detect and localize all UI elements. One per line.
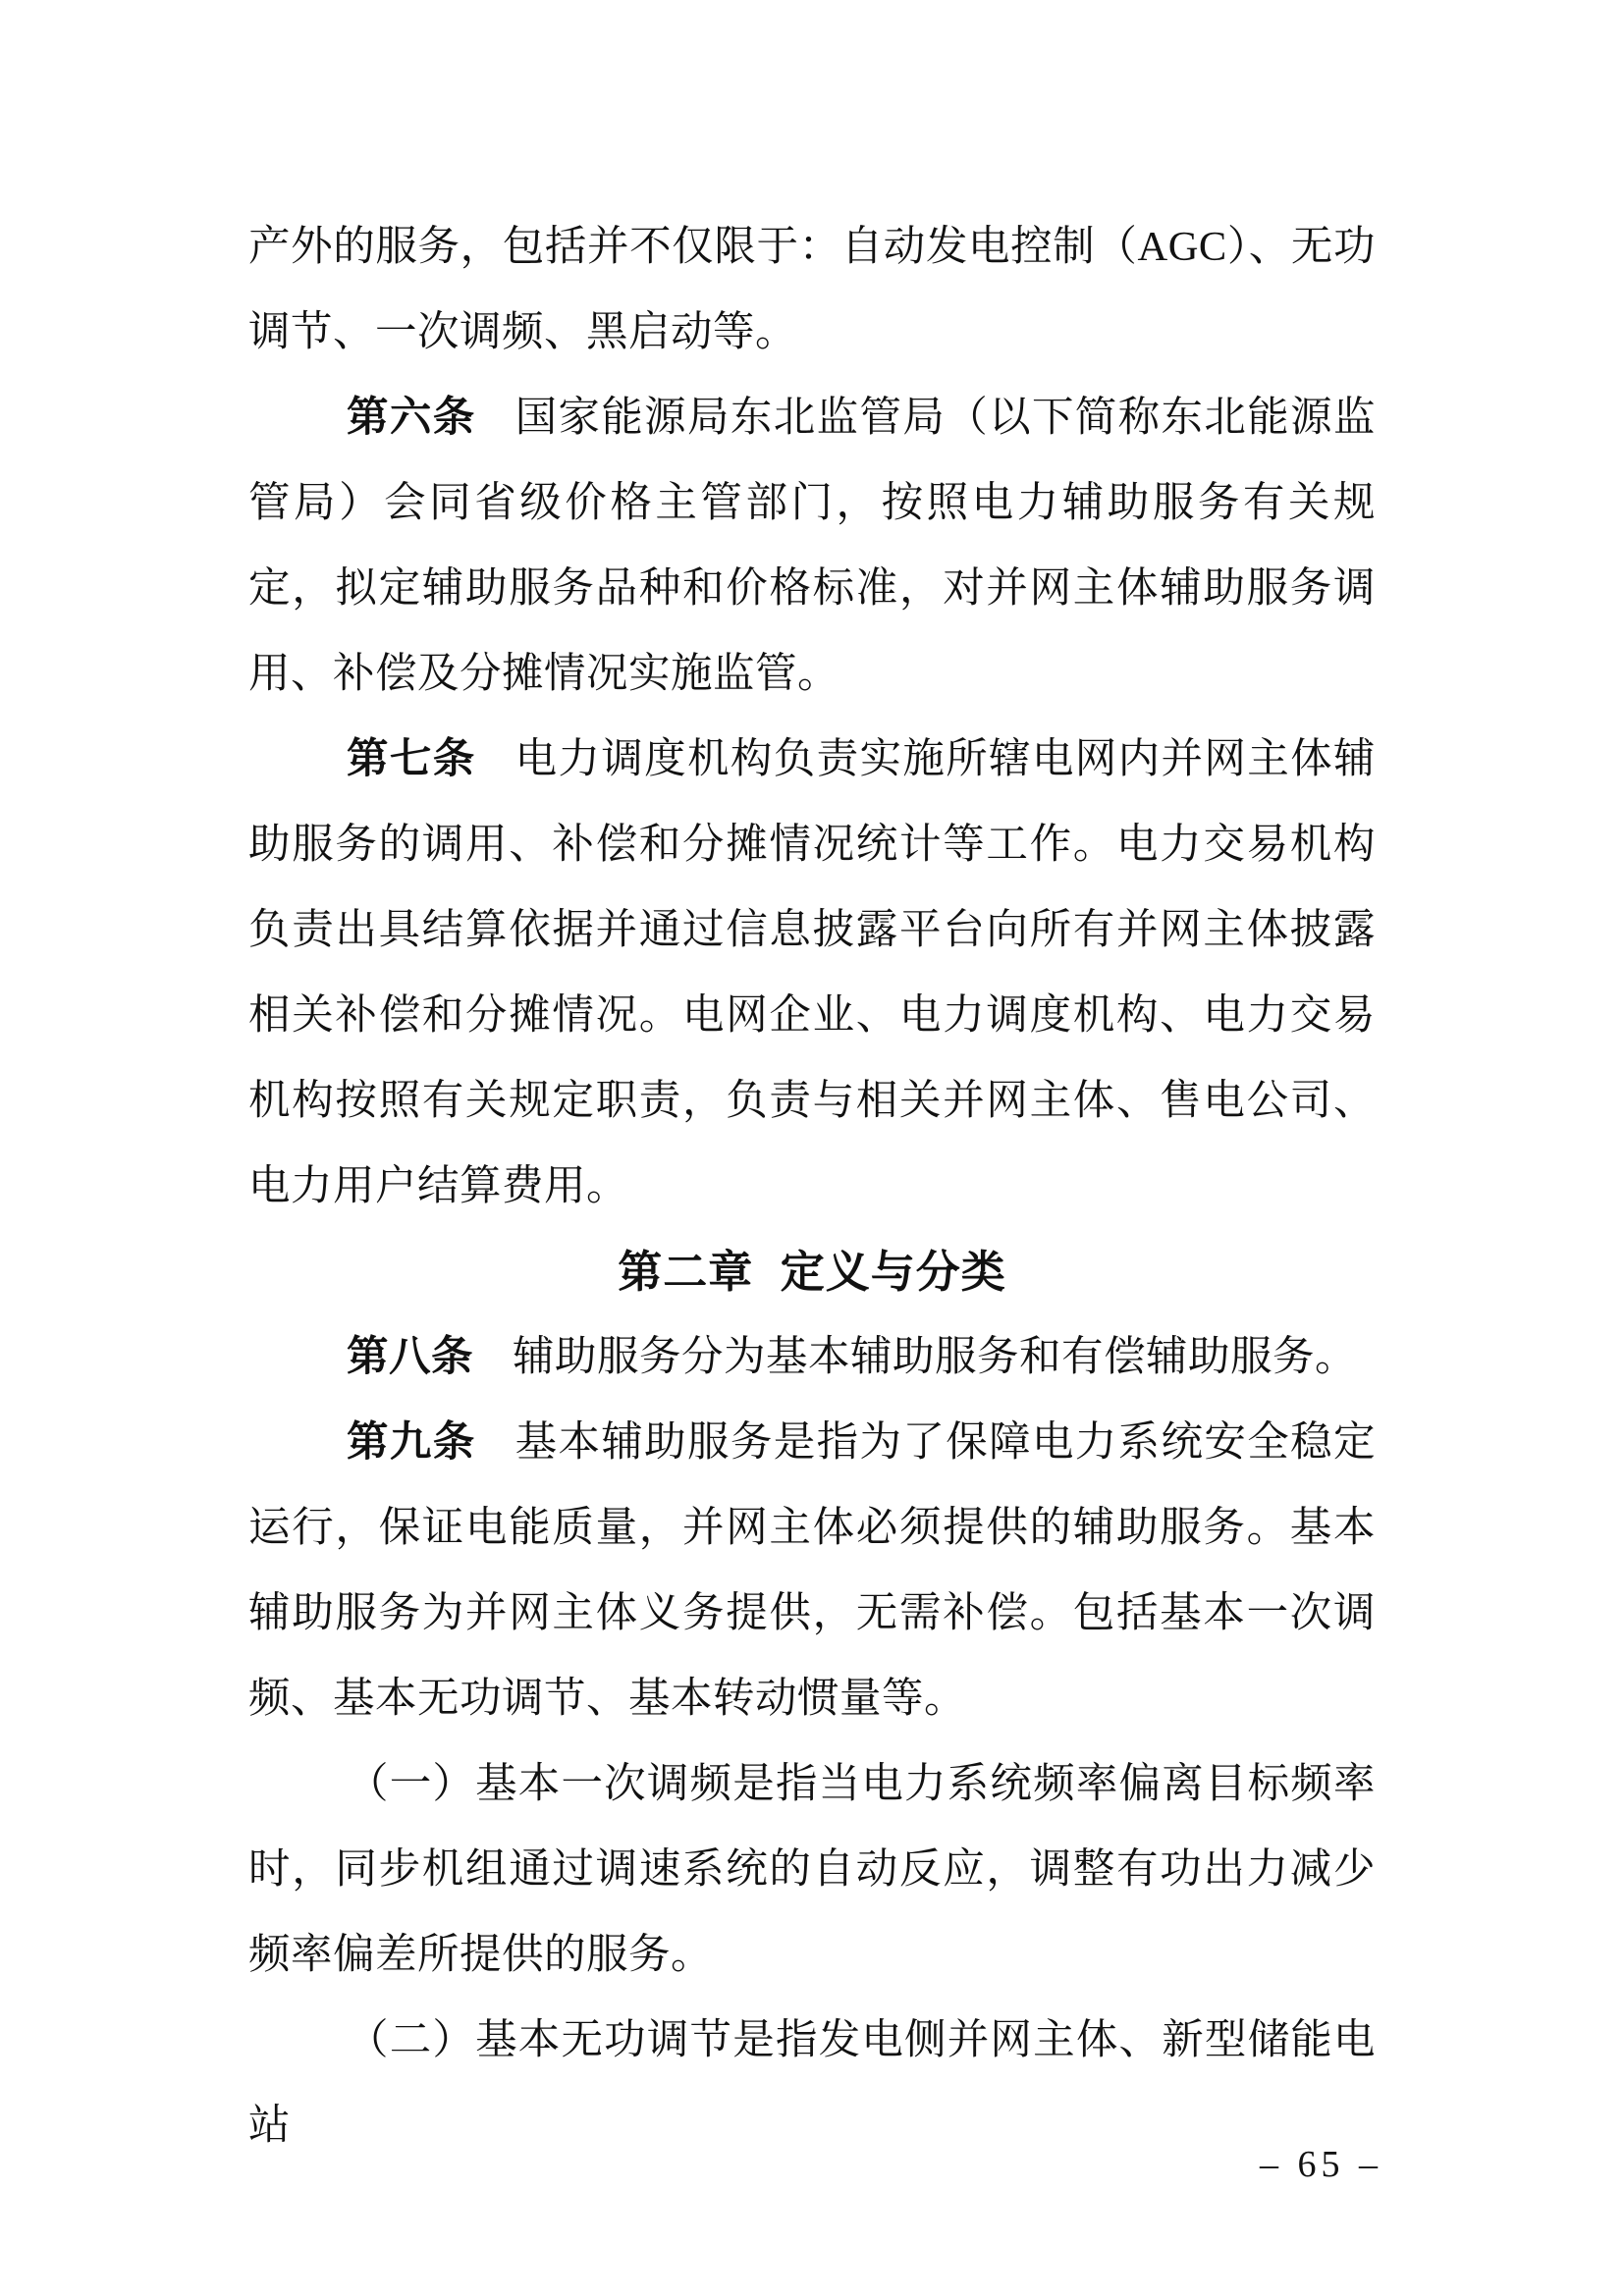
- article-7-label: 第七条: [347, 736, 476, 782]
- article-8-label: 第八条: [347, 1334, 474, 1380]
- page-number: [1260, 2143, 1382, 2186]
- paragraph-text: （一）基本一次调频是指当电力系统频率偏离目标频率时，同步机组通过调速系统的自动反应，调整有功出力减少频率偏差所提供的服务。: [248, 1761, 1376, 1978]
- paragraph-text: （二）基本无功调节是指发电侧并网主体、新型储能电站: [248, 2017, 1376, 2149]
- paragraph-text: 基本辅助服务是指为了保障电力系统安全稳定运行，保证电能质量，并网主体必须提供的辅助服务。基本辅助服务为并网主体义务提供，无需补偿。包括基本一次调频、基本无功调节、基本转动惯量等。: [248, 1419, 1376, 1722]
- article-9-label: 第九条: [347, 1419, 476, 1466]
- article-6-label: 第六条: [347, 395, 476, 441]
- paragraph-article-8: [248, 1314, 1376, 1400]
- paragraph-text: 辅助服务分为基本辅助服务和有偿辅助服务。: [513, 1334, 1358, 1380]
- paragraph-text: 电力调度机构负责实施所辖电网内并网主体辅助服务的调用、补偿和分摊情况统计等工作。电力交易机构负责出具结算依据并通过信息披露平台向所有并网主体披露相关补偿和分摊情况。电网企业、电力调度机构、电力交易机构按照有关规定职责，负责与相关并网主体、售电公司、电力用户结算费用。: [248, 736, 1376, 1209]
- paragraph-article-7: [248, 717, 1376, 1229]
- page-number-text: – 65 –: [1260, 2144, 1382, 2185]
- paragraph-article-9: [248, 1400, 1376, 1741]
- paragraph-article-6: [248, 375, 1376, 717]
- paragraph-text: 国家能源局东北监管局（以下简称东北能源监管局）会同省级价格主管部门，按照电力辅助服务有关规定，拟定辅助服务品种和价格标准，对并网主体辅助服务调用、补偿及分摊情况实施监管。: [248, 395, 1376, 697]
- paragraph-text: 产外的服务，包括并不仅限于：自动发电控制（AGC）、无功调节、一次调频、黑启动等。: [248, 224, 1376, 355]
- document-body: [248, 204, 1376, 2168]
- chapter-heading: 第二章 定义与分类: [618, 1247, 1006, 1297]
- paragraph-item-1: [248, 1741, 1376, 1998]
- paragraph-item-2: [248, 1998, 1376, 2168]
- paragraph-continuation: [248, 204, 1376, 375]
